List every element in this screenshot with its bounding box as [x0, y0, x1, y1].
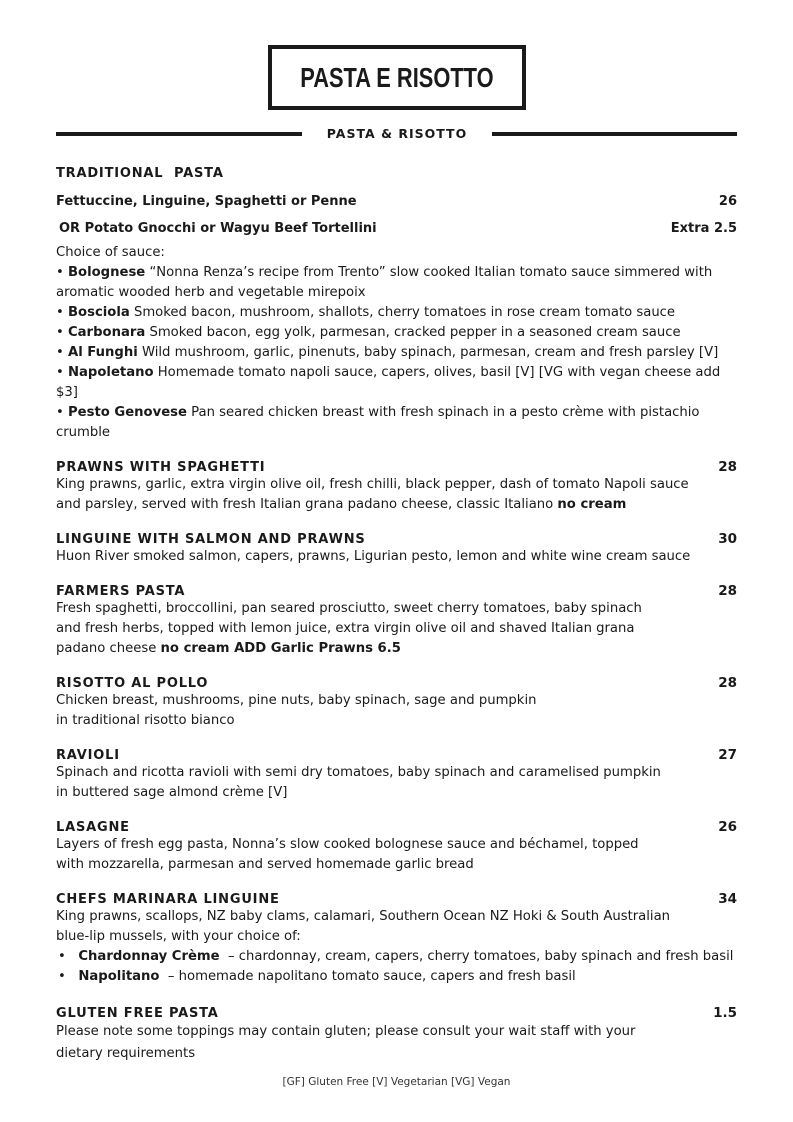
dish-description: King prawns, scallops, NZ baby clams, calamari, Southern Ocean NZ Hoki & South Australian — [56, 909, 671, 924]
dish-description: Chicken breast, mushrooms, pine nuts, baby spinach, sage and pumpkin — [56, 693, 537, 708]
dish-description: and fresh herbs, topped with lemon juice, extra virgin olive oil and shaved Italian grana — [56, 621, 635, 636]
price: 27 — [718, 747, 737, 763]
pasta-options: Fettuccine, Linguine, Spaghetti or Penne — [56, 194, 357, 209]
sauce-name: Al Funghi — [67, 345, 138, 360]
dish-title: PRAWNS WITH SPAGHETTI — [56, 460, 266, 475]
sauce-item: • Al Funghi Wild mushroom, garlic, pinenuts, baby spinach, parmesan, cream and fresh parsley [V] — [56, 345, 719, 360]
sauce-desc: Wild mushroom, garlic, pinenuts, baby spinach, parmesan, cream and fresh parsley [V] — [137, 345, 719, 360]
dish-description: in traditional risotto bianco — [56, 713, 235, 728]
sauce-item: • Carbonara Smoked bacon, egg yolk, parmesan, cracked pepper in a seasoned cream sauce — [56, 325, 681, 340]
traditional-pasta-section — [56, 166, 737, 443]
dish-title: TRADITIONAL PASTA — [56, 166, 224, 181]
dish-description: Layers of fresh egg pasta, Nonna’s slow cooked bolognese sauce and béchamel, topped — [56, 837, 639, 852]
dish-title: LINGUINE WITH SALMON AND PRAWNS — [56, 532, 366, 547]
price: 28 — [718, 583, 737, 599]
choice-desc: – homemade napolitano tomato sauce, capers and fresh basil — [159, 969, 576, 984]
choice-name: Chardonnay Crème — [78, 949, 220, 964]
dish-description: and parsley, served with fresh Italian grana padano cheese, classic Italiano no cream — [56, 497, 627, 512]
dish-description: Spinach and ricotta ravioli with semi dry tomatoes, baby spinach and caramelised pumpkin — [56, 765, 661, 780]
dish-description: in buttered sage almond crème [V] — [56, 785, 288, 800]
sauce-name: Napoletano — [67, 365, 154, 380]
dish-description: Huon River smoked salmon, capers, prawns, Ligurian pesto, lemon and white wine cream sauce — [56, 549, 691, 564]
divider-left — [56, 132, 302, 136]
dish-title: GLUTEN FREE PASTA — [56, 1006, 219, 1021]
dish-description: Fresh spaghetti, broccollini, pan seared prosciutto, sweet cherry tomatoes, baby spinach — [56, 601, 642, 616]
dish-title: RAVIOLI — [56, 748, 120, 763]
price: 26 — [718, 819, 737, 835]
sauce-item: • Pesto Genovese Pan seared chicken breast with fresh spinach in a pesto crème with pistachio crumble — [56, 405, 700, 440]
marinara-section — [56, 891, 737, 987]
sauce-desc: Homemade tomato napoli sauce, capers, olives, basil [V] [VG with vegan cheese add $3] — [56, 365, 721, 400]
prawns-section — [56, 459, 737, 515]
gluten-free-section — [56, 1005, 737, 1065]
divider-right — [492, 132, 737, 136]
alt-pasta-options: OR Potato Gnocchi or Wagyu Beef Tortellini — [59, 221, 377, 236]
title-box — [268, 45, 526, 110]
dish-title: CHEFS MARINARA LINGUINE — [56, 892, 280, 907]
sauce-item: • Bosciola Smoked bacon, mushroom, shallots, cherry tomatoes in rose cream tomato sauce — [56, 305, 676, 320]
price: 30 — [718, 531, 737, 547]
price: 1.5 — [713, 1005, 737, 1021]
dish-description: padano cheese no cream ADD Garlic Prawns 6.5 — [56, 641, 401, 656]
sauce-item: • Napoletano Homemade tomato napoli sauce, capers, olives, basil [V] [VG with vegan cheese add $3] — [56, 365, 721, 400]
sauce-item: • Bolognese “Nonna Renza’s recipe from Trento” slow cooked Italian tomato sauce simmered with aromatic wooded herb and vegetable mirepoix — [56, 265, 713, 300]
linguine-section — [56, 531, 737, 567]
price: 28 — [718, 459, 737, 475]
dish-title: FARMERS PASTA — [56, 584, 186, 599]
price: Extra 2.5 — [670, 221, 737, 236]
dish-description: with mozzarella, parmesan and served homemade garlic bread — [56, 857, 474, 872]
dish-title: RISOTTO AL POLLO — [56, 676, 209, 691]
lasagne-section — [56, 819, 737, 875]
choice-name: Napolitano — [78, 969, 160, 984]
sauce-name: Pesto Genovese — [67, 405, 187, 420]
price: 34 — [718, 891, 737, 907]
price: 28 — [718, 675, 737, 691]
dish-description: King prawns, garlic, extra virgin olive oil, fresh chilli, black pepper, dash of tomato Napoli sauce — [56, 477, 689, 492]
choice-item: • Chardonnay Crème – chardonnay, cream, capers, cherry tomatoes, baby spinach and fresh basil — [58, 949, 734, 964]
sauce-desc: Smoked bacon, mushroom, shallots, cherry tomatoes in rose cream tomato sauce — [129, 305, 676, 320]
sauce-name: Bosciola — [67, 305, 130, 320]
sauce-desc: Smoked bacon, egg yolk, parmesan, cracked pepper in a seasoned cream sauce — [145, 325, 681, 340]
page-title: PASTA E RISOTTO — [300, 61, 494, 93]
sauce-intro: Choice of sauce: — [56, 245, 165, 260]
choice-item: • Napolitano – homemade napolitano tomato sauce, capers and fresh basil — [58, 969, 576, 984]
price: 26 — [718, 194, 737, 209]
sauce-desc: “Nonna Renza’s recipe from Trento” slow cooked Italian tomato sauce simmered with aromatic wooded herb and vegetable mirepoix — [56, 265, 713, 300]
sauce-name: Bolognese — [67, 265, 146, 280]
choice-desc: – chardonnay, cream, capers, cherry tomatoes, baby spinach and fresh basil — [219, 949, 734, 964]
sauce-name: Carbonara — [67, 325, 146, 340]
ravioli-section — [56, 747, 737, 803]
dish-title: LASAGNE — [56, 820, 130, 835]
dish-description: Please note some toppings may contain gluten; please consult your wait staff with your — [56, 1024, 636, 1039]
dietary-legend: [GF] Gluten Free [V] Vegetarian [VG] Vegan — [282, 1076, 511, 1088]
section-caption: PASTA & RISOTTO — [326, 126, 468, 141]
dish-description: dietary requirements — [56, 1046, 196, 1061]
dish-description: blue-lip mussels, with your choice of: — [56, 929, 301, 944]
farmers-section — [56, 583, 737, 659]
risotto-section — [56, 675, 737, 731]
sauce-desc: Pan seared chicken breast with fresh spinach in a pesto crème with pistachio crumble — [56, 405, 700, 440]
menu-content — [56, 166, 737, 1065]
